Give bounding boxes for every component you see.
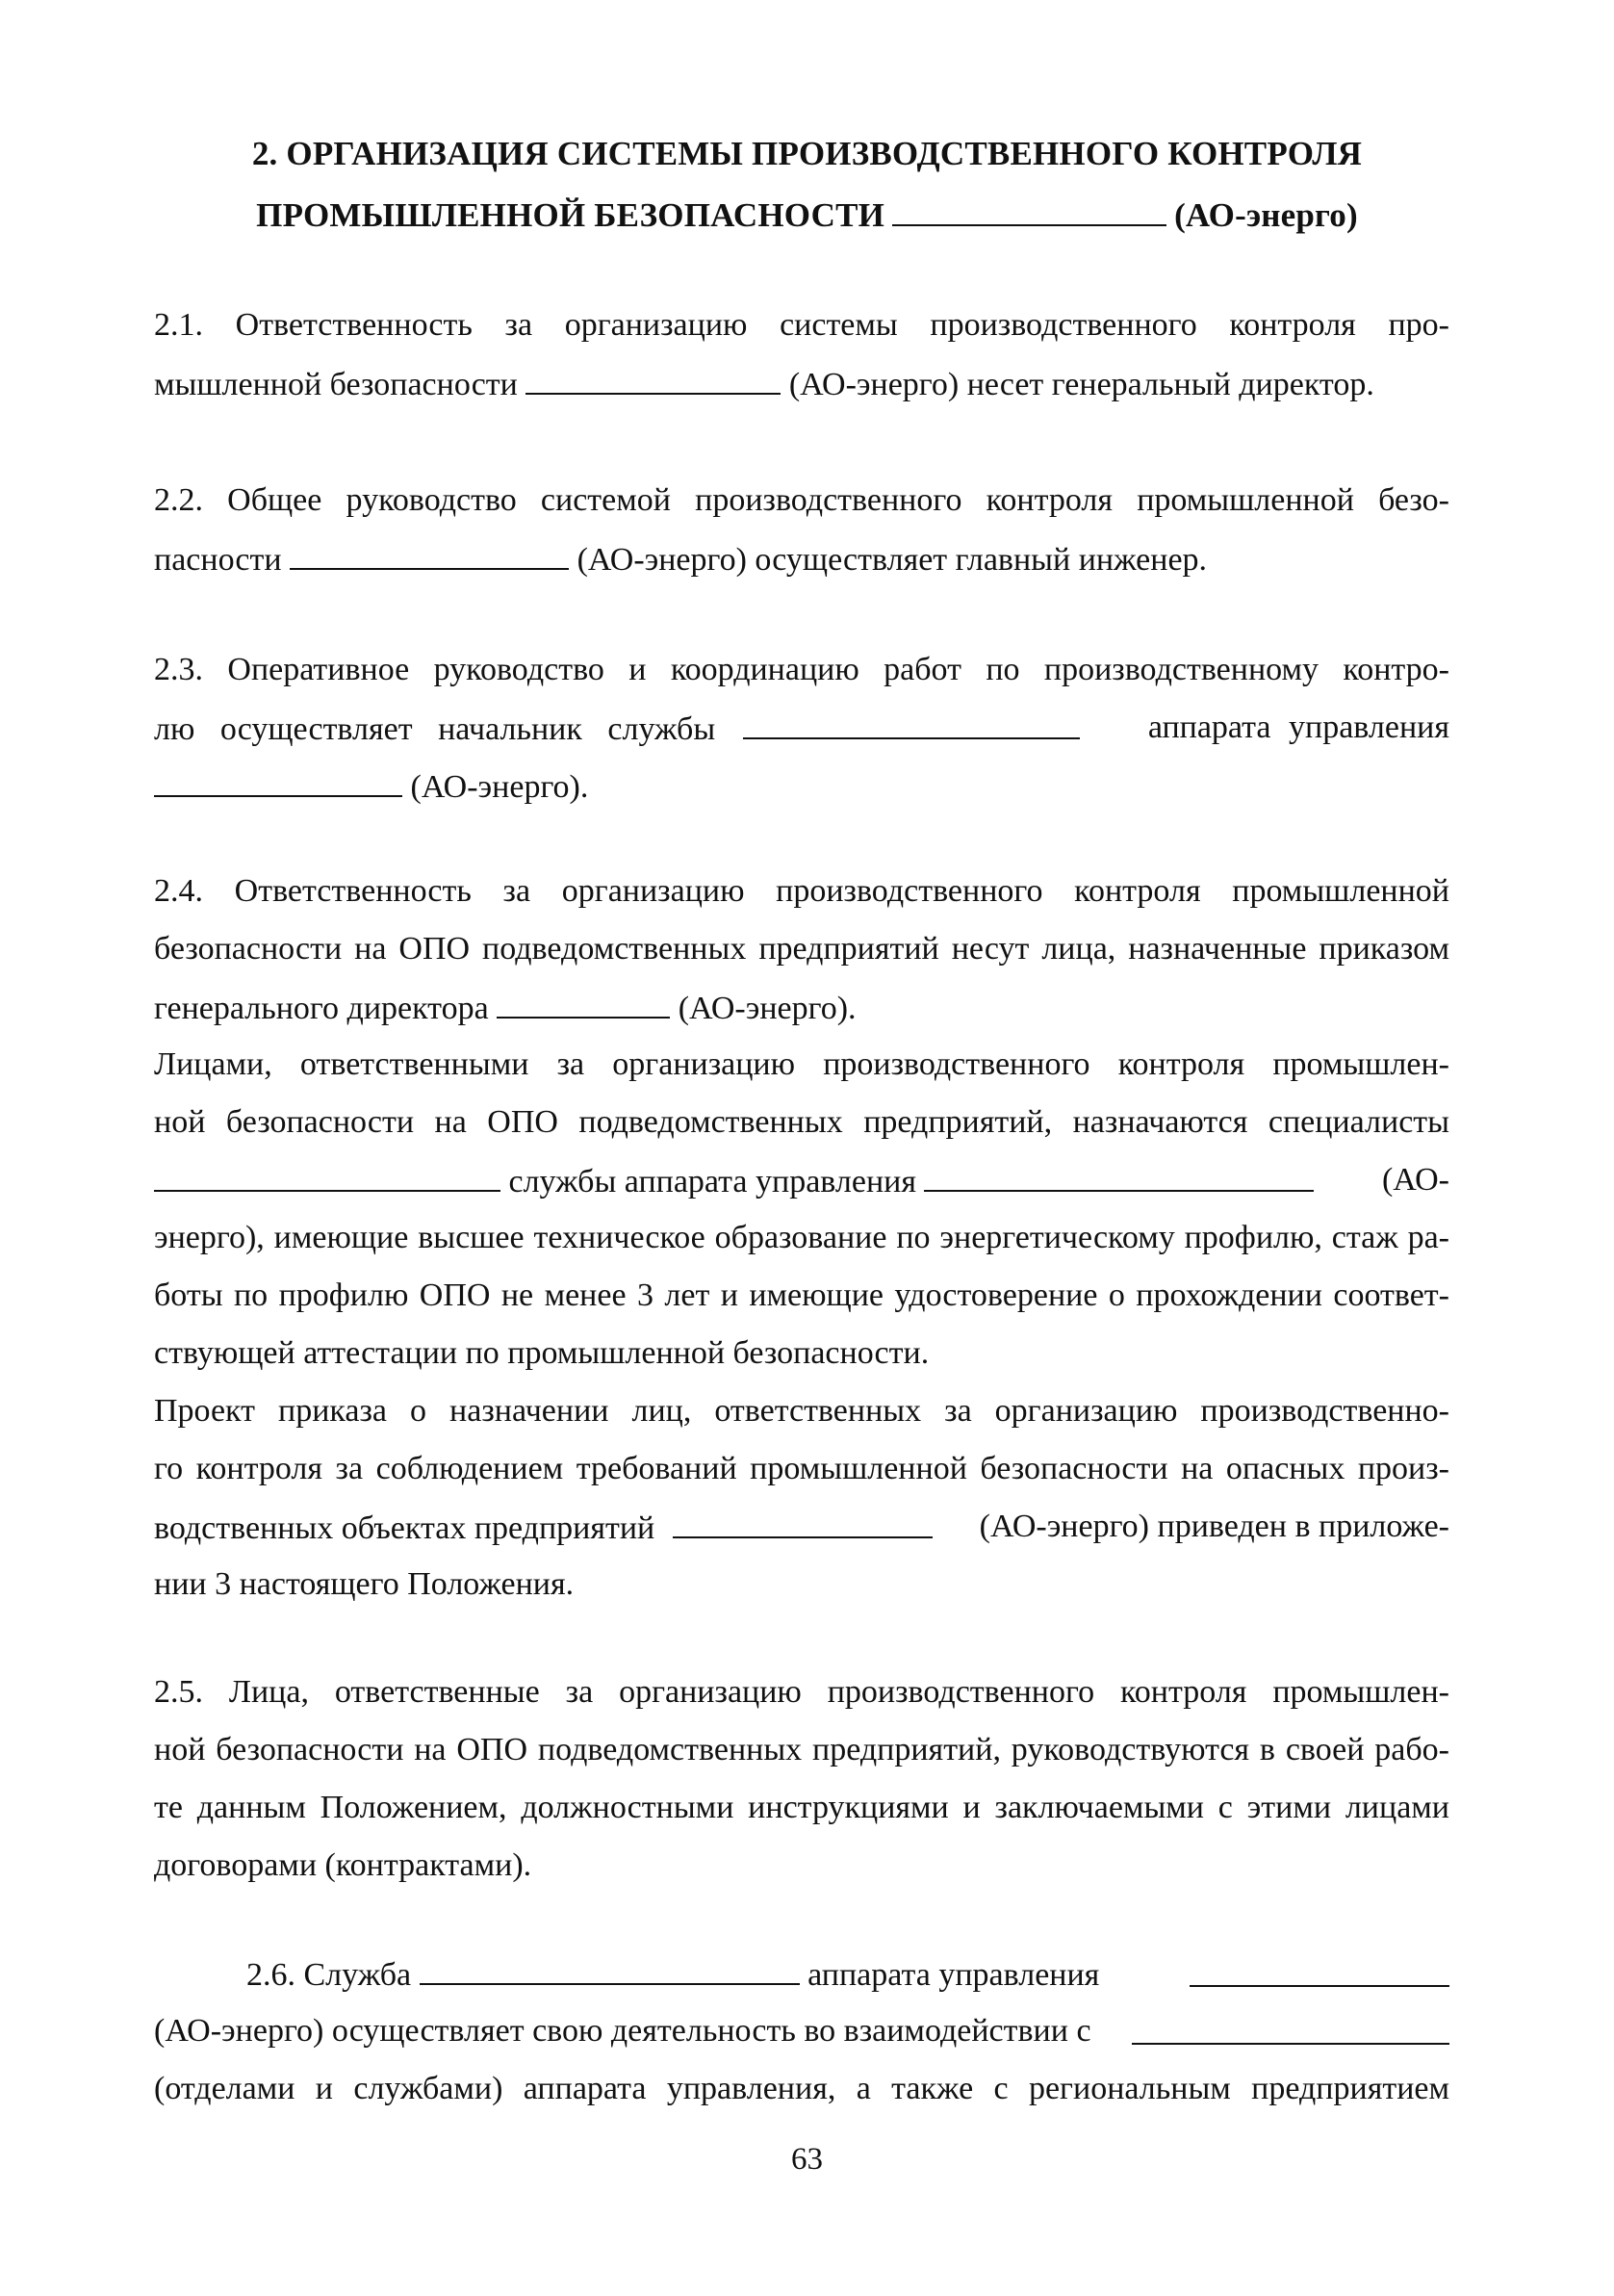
paragraph-2-1-line-2	[154, 364, 1449, 404]
text-segment: службы аппарата управления	[508, 1164, 916, 1200]
paragraph-2-1-line-1: 2.1. Ответственность за организацию системы производственного контроля про-	[154, 307, 1449, 343]
text-segment: (АО-энерго).	[678, 991, 857, 1026]
paragraph-2-5-line-1: 2.5. Лица, ответственные за организацию производственного контроля промышлен-	[154, 1674, 1449, 1710]
text-segment: (АО-энерго) осуществляет свою деятельность во взаимодействии с	[154, 2013, 1091, 2049]
fill-in-blank	[154, 1161, 500, 1192]
paragraph-2-2-line-1: 2.2. Общее руководство системой производственного контроля промышленной безо-	[154, 482, 1449, 518]
paragraph-2-6-line-3: (отделами и службами) аппарата управления, а также с региональным предприятием	[154, 2071, 1449, 2106]
paragraph-2-6-line-2	[154, 2012, 1449, 2051]
paragraph-2-4-line-5: ной безопасности на ОПО подведомственных предприятий, назначаются специалисты	[154, 1104, 1449, 1140]
paragraph-2-3-line-2	[154, 709, 1449, 749]
text-segment: аппарата управления	[807, 1957, 1100, 1993]
text-segment: (АО-энерго).	[410, 769, 589, 805]
text-segment: генерального директора	[154, 991, 489, 1026]
paragraph-2-4-line-4: Лицами, ответственными за организацию производственного контроля промышлен-	[154, 1046, 1449, 1082]
fill-in-blank	[673, 1508, 933, 1538]
text-segment: мышленной безопасности	[154, 367, 518, 402]
paragraph-2-4-line-2: безопасности на ОПО подведомственных предприятий несут лица, назначенные приказом	[154, 931, 1449, 967]
paragraph-2-4-line-11: го контроля за соблюдением требований промышленной безопасности на опасных произ-	[154, 1451, 1449, 1486]
text-segment: (АО-энерго) приведен в приложе-	[979, 1509, 1449, 1544]
paragraph-2-4-line-12	[154, 1508, 1449, 1548]
text-segment: лю осуществляет начальник службы	[154, 711, 716, 747]
fill-in-blank	[743, 709, 1080, 739]
paragraph-2-4-line-9: ствующей аттестации по промышленной безопасности.	[154, 1335, 930, 1371]
text-segment: аппарата управления	[1147, 709, 1449, 745]
heading-line-2	[0, 185, 1614, 246]
text-segment: (АО-	[1381, 1162, 1449, 1198]
paragraph-2-6-line-1	[154, 1954, 1449, 1995]
heading-line-1: 2. ОРГАНИЗАЦИЯ СИСТЕМЫ ПРОИЗВОДСТВЕННОГО КОНТРОЛЯ	[251, 135, 1363, 172]
text-segment: 2.6. Служба	[246, 1957, 412, 1993]
fill-in-blank	[924, 1161, 1314, 1192]
paragraph-2-3-line-3	[154, 766, 1449, 807]
fill-in-blank	[1132, 2014, 1449, 2045]
paragraph-2-4-line-13: нии 3 настоящего Положения.	[154, 1566, 575, 1602]
fill-in-blank	[290, 539, 569, 570]
paragraph-2-5-line-3: те данным Положением, должностными инструкциями и заключаемыми с этими лицами	[154, 1790, 1449, 1825]
paragraph-2-3-line-1: 2.3. Оперативное руководство и координацию работ по производственному контро-	[154, 652, 1449, 687]
paragraph-2-5-line-4: договорами (контрактами).	[154, 1847, 532, 1883]
text-segment: пасности	[154, 542, 282, 578]
fill-in-blank	[1190, 1956, 1449, 1987]
fill-in-blank	[525, 364, 781, 395]
text-segment: (АО-энерго) осуществляет главный инженер.	[576, 542, 1208, 578]
fill-in-blank	[497, 988, 670, 1019]
page-number: 63	[791, 2142, 823, 2177]
text-segment: (АО-энерго) несет генеральный директор.	[788, 367, 1374, 402]
paragraph-2-4-line-10: Проект приказа о назначении лиц, ответственных за организацию производственно-	[154, 1393, 1449, 1429]
section-heading	[0, 123, 1614, 246]
paragraph-2-4-line-8: боты по профилю ОПО не менее 3 лет и имеющие удостоверение о прохождении соответ-	[154, 1277, 1449, 1313]
paragraph-2-4-line-3	[154, 988, 1449, 1028]
paragraph-2-4-line-7: энерго), имеющие высшее техническое образование по энергетическому профилю, стаж ра-	[154, 1220, 1449, 1255]
paragraph-2-4-line-6	[154, 1161, 1449, 1201]
text-segment: водственных объектах предприятий	[154, 1510, 655, 1546]
heading-line-2-start: ПРОМЫШЛЕННОЙ БЕЗОПАСНОСТИ	[256, 196, 885, 234]
paragraph-2-2-line-2	[154, 539, 1449, 580]
fill-in-blank	[420, 1954, 800, 1985]
fill-in-blank	[154, 766, 402, 797]
heading-line-2-end: (АО-энерго)	[1174, 196, 1358, 234]
paragraph-2-5-line-2: ной безопасности на ОПО подведомственных предприятий, руководствуются в своей рабо-	[154, 1732, 1449, 1767]
paragraph-2-4-line-1: 2.4. Ответственность за организацию производственного контроля промышленной	[154, 873, 1449, 909]
fill-in-blank	[892, 195, 1166, 226]
